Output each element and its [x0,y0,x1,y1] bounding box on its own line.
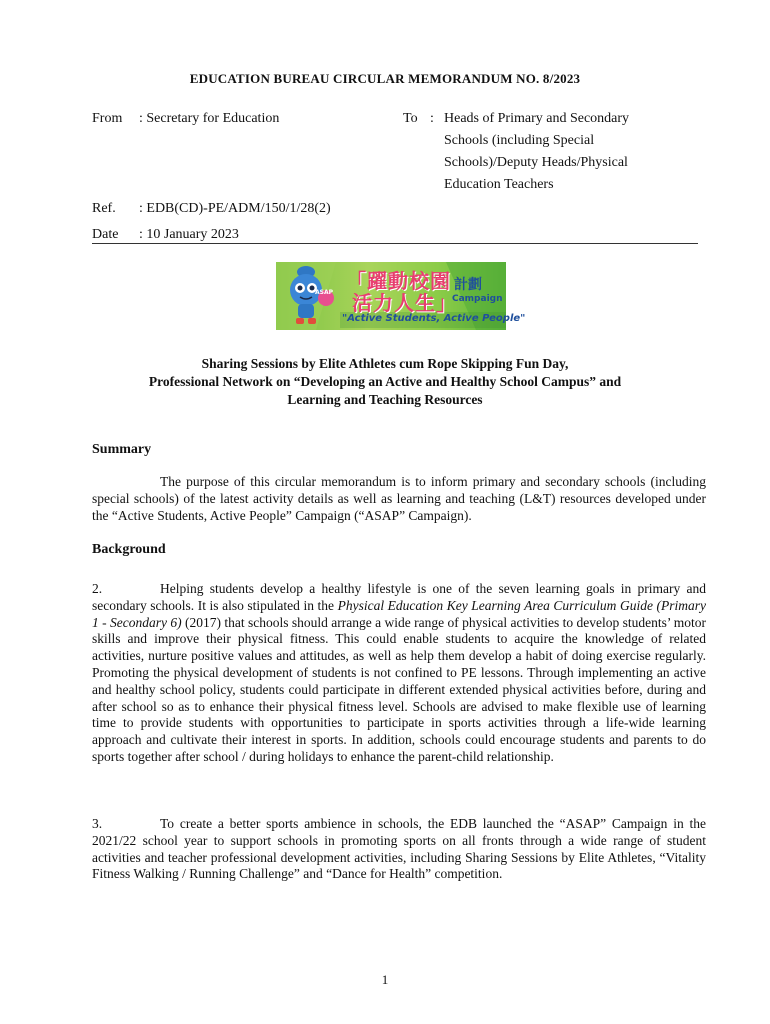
page-number: 1 [381,972,389,987]
memo-title: EDUCATION BUREAU CIRCULAR MEMORANDUM NO. 8/2023 [189,71,581,86]
mascot-icon [280,264,336,328]
ref-value: : EDB(CD)-PE/ADM/150/1/28(2) [139,201,331,216]
to-colon: : [430,111,434,126]
subject-line: Learning and Teaching Resources [287,392,483,407]
campaign-banner [276,262,526,330]
curriculum-guide-title: Physical Education Key Learning Area Curriculum Guide (Primary 1 - Secondary 6) [92,597,706,630]
summary-heading: Summary [92,442,152,457]
subject-line: Sharing Sessions by Elite Athletes cum Rope Skipping Fun Day, [201,356,569,371]
summary-paragraph [92,474,706,524]
paragraph-3 [92,816,706,883]
to-line: Schools (including Special [444,133,595,148]
date-value: : 10 January 2023 [139,227,239,242]
paragraph-3-text: To create a better sports ambience in schools, the EDB launched the “ASAP” Campaign in the 2021/22 school year to support schools in promoting sports on all fronts through a wide range of student activities and teacher professional development activities, including Sharing Sessions by Elite Athletes, “Vitality Fitness Walking / Running Challenge” and “Dance for Health” competition. [92,816,706,882]
paragraph-2 [92,581,706,766]
background-heading: Background [92,542,166,557]
ref-label: Ref. [92,201,116,216]
to-label: To [403,111,418,126]
banner-slogan: "Active Students, Active People" [342,313,526,324]
subject [92,355,678,409]
paragraph-number: 2. [92,581,103,596]
subject-line: Professional Network on “Developing an Active and Healthy School Campus” and [148,374,622,389]
paragraph-number: 3. [92,816,103,831]
paragraph-2-pre: Helping students develop a healthy lifestyle is one of the seven learning goals in primary and secondary schools. It is also stipulated in the [92,581,706,613]
banner-chinese-plan: 計劃 [454,277,482,293]
to-line: Education Teachers [444,177,554,192]
banner-chinese-line2: 活力人生」 [352,291,457,315]
paragraph-2-post: (2017) that schools should arrange a wide range of physical activities to develop students’ motor skills and improve their physical fitness. This could enable students to acquire the knowledge of related activities, nurture positive values and attitudes, as well as help them develop a habit of doing exercise regularly. Promoting the physical development of students is not confined to PE lessons. Through implementing an active and healthy school policy, students could participate in different extended physical activities before, during and after school so as to enhance their physical fitness level. Schools are advised to make flexible use of learning time to provide students with opportunities to participate in sports activities through a life-wide learning approach and cultivate their interest in sports. In addition, schools could encourage students and parents to do sports together after school / during holidays to enhance the parent-child relationship. [92,614,706,764]
to-line: Heads of Primary and Secondary [444,111,630,126]
banner-chinese-line1: 「躍動校園 [346,269,451,293]
summary-text: The purpose of this circular memorandum is to inform primary and secondary schools (including special schools) of the latest activity details as well as learning and teaching (L&T) resources developed under the “Active Students, Active People” Campaign (“ASAP” Campaign). [92,474,706,523]
header-divider [92,243,698,244]
date-label: Date [92,227,119,242]
from-label: From [92,111,123,126]
to-line: Schools)/Deputy Heads/Physical [444,155,628,170]
mascot-badge: ASAP [315,289,334,296]
to-recipients [444,108,629,196]
from-value: : Secretary for Education [139,111,280,126]
banner-campaign: Campaign [452,294,503,304]
